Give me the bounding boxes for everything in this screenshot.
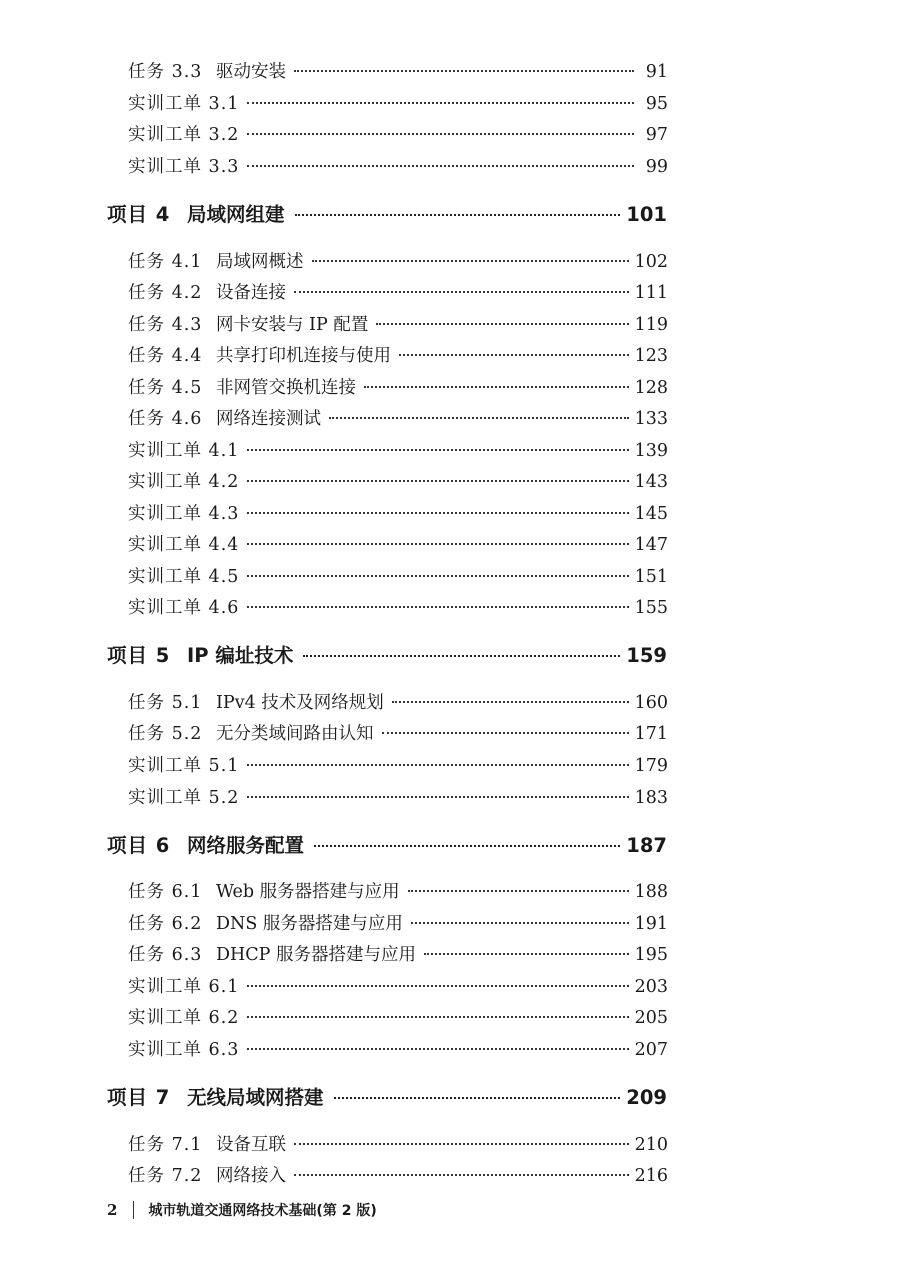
dot-leader — [247, 763, 628, 766]
dot-leader — [294, 1142, 629, 1145]
entry-title: 局域网概述 — [216, 252, 304, 272]
toc-entry[interactable] — [128, 973, 668, 997]
entry-number: 实训工单 4.4 — [128, 535, 240, 555]
entry-page: 123 — [634, 346, 668, 366]
toc-entry[interactable] — [128, 531, 668, 555]
project-number: 项目 5 — [107, 644, 171, 667]
dot-leader — [334, 1096, 621, 1099]
entry-title: 无分类域间路由认知 — [216, 724, 374, 744]
entry-page: 95 — [645, 94, 668, 114]
entry-page: 188 — [634, 882, 668, 902]
entry-title: DHCP 服务器搭建与应用 — [216, 945, 417, 965]
entry-page: 216 — [634, 1166, 668, 1186]
toc-entry[interactable] — [128, 1036, 668, 1060]
dot-leader — [294, 69, 634, 72]
entry-number: 实训工单 3.1 — [128, 94, 240, 114]
entry-page: 133 — [634, 409, 668, 429]
entry-number: 实训工单 3.3 — [128, 157, 240, 177]
entry-page: 111 — [634, 283, 668, 303]
dot-leader — [247, 574, 628, 577]
entry-title: 网卡安装与 IP 配置 — [216, 315, 369, 335]
entry-title: 非网管交换机连接 — [216, 378, 356, 398]
toc-entry[interactable] — [128, 784, 668, 808]
entry-number: 任务 6.1 — [128, 882, 203, 902]
dot-leader — [382, 731, 629, 734]
entry-page: 205 — [634, 1008, 668, 1028]
dot-leader — [329, 416, 629, 419]
dot-leader — [247, 1047, 628, 1050]
dot-leader — [247, 448, 628, 451]
entry-page: 145 — [634, 504, 668, 524]
entry-number: 任务 4.1 — [128, 252, 203, 272]
toc-entry[interactable] — [128, 153, 668, 177]
entry-page: 207 — [634, 1040, 668, 1060]
entry-title: DNS 服务器搭建与应用 — [216, 914, 403, 934]
toc-entry[interactable] — [128, 563, 668, 587]
dot-leader — [247, 984, 628, 987]
entry-number: 实训工单 6.3 — [128, 1040, 240, 1060]
entry-title: 网络接入 — [216, 1166, 286, 1186]
toc-entry[interactable] — [128, 468, 668, 492]
toc-project-entry[interactable] — [107, 199, 667, 227]
page-footer — [107, 1200, 377, 1220]
entry-page: 99 — [645, 157, 668, 177]
entry-number: 实训工单 4.3 — [128, 504, 240, 524]
dot-leader — [399, 353, 629, 356]
entry-title: Web 服务器搭建与应用 — [216, 882, 400, 902]
toc-entry[interactable] — [128, 594, 668, 618]
book-title: 城市轨道交通网络技术基础(第 2 版) — [148, 1203, 377, 1219]
entry-page: 151 — [634, 567, 668, 587]
entry-page: 171 — [634, 724, 668, 744]
entry-number: 实训工单 6.2 — [128, 1008, 240, 1028]
entry-title: 网络连接测试 — [216, 409, 321, 429]
entry-title: 设备连接 — [216, 283, 286, 303]
project-page: 101 — [626, 203, 667, 226]
entry-page: 160 — [634, 693, 668, 713]
entry-number: 任务 4.6 — [128, 409, 203, 429]
entry-page: 128 — [634, 378, 668, 398]
entry-number: 任务 6.3 — [128, 945, 203, 965]
dot-leader — [247, 542, 628, 545]
project-number: 项目 7 — [107, 1086, 171, 1109]
entry-number: 实训工单 4.6 — [128, 598, 240, 618]
toc-entry[interactable] — [128, 90, 668, 114]
entry-number: 实训工单 5.1 — [128, 756, 240, 776]
entry-title: 设备互联 — [216, 1135, 286, 1155]
entry-page: 143 — [634, 472, 668, 492]
dot-leader — [247, 164, 634, 167]
dot-leader — [314, 844, 620, 847]
toc-entry[interactable] — [128, 374, 668, 398]
toc-project-entry[interactable] — [107, 640, 667, 668]
entry-number: 任务 4.5 — [128, 378, 203, 398]
dot-leader — [247, 101, 634, 104]
project-title: 网络服务配置 — [187, 834, 305, 857]
toc-entry[interactable] — [128, 689, 668, 713]
entry-number: 实训工单 3.2 — [128, 125, 240, 145]
entry-number: 任务 7.2 — [128, 1166, 203, 1186]
footer-divider — [133, 1201, 134, 1219]
entry-page: 139 — [634, 441, 668, 461]
dot-leader — [247, 1015, 628, 1018]
toc-entry[interactable] — [128, 279, 668, 303]
toc-entry[interactable] — [128, 121, 668, 145]
toc-entry[interactable] — [128, 752, 668, 776]
dot-leader — [295, 213, 621, 216]
entry-page: 91 — [645, 62, 668, 82]
toc-entry[interactable] — [128, 878, 668, 902]
entry-page: 191 — [634, 914, 668, 934]
toc-entry[interactable] — [128, 342, 668, 366]
dot-leader — [424, 952, 629, 955]
entry-number: 任务 6.2 — [128, 914, 203, 934]
project-number: 项目 6 — [107, 834, 171, 857]
toc-entry[interactable] — [128, 1131, 668, 1155]
toc-entry[interactable] — [128, 1004, 668, 1028]
dot-leader — [247, 795, 628, 798]
entry-number: 任务 4.4 — [128, 346, 203, 366]
toc-entry[interactable] — [128, 720, 668, 744]
entry-page: 147 — [634, 535, 668, 555]
entry-page: 179 — [634, 756, 668, 776]
entry-number: 实训工单 4.1 — [128, 441, 240, 461]
toc-entry[interactable] — [128, 1162, 668, 1186]
dot-leader — [247, 479, 628, 482]
dot-leader — [294, 1173, 629, 1176]
toc-entry[interactable] — [128, 248, 668, 272]
toc-entry[interactable] — [128, 437, 668, 461]
toc-entry[interactable] — [128, 941, 668, 965]
entry-number: 任务 5.2 — [128, 724, 203, 744]
dot-leader — [247, 605, 628, 608]
toc-entry[interactable] — [128, 311, 668, 335]
entry-page: 102 — [634, 252, 668, 272]
dot-leader — [408, 889, 629, 892]
toc-entry[interactable] — [128, 910, 668, 934]
entry-number: 实训工单 4.2 — [128, 472, 240, 492]
dot-leader — [392, 700, 629, 703]
project-title: IP 编址技术 — [187, 644, 294, 667]
dot-leader — [247, 132, 634, 135]
dot-leader — [376, 322, 628, 325]
dot-leader — [294, 290, 629, 293]
project-title: 无线局域网搭建 — [187, 1086, 324, 1109]
toc-entry[interactable] — [128, 405, 668, 429]
entry-page: 155 — [634, 598, 668, 618]
dot-leader — [247, 511, 628, 514]
entry-title: 驱动安装 — [216, 62, 286, 82]
dot-leader — [303, 654, 620, 657]
toc-entry[interactable] — [128, 500, 668, 524]
entry-number: 实训工单 5.2 — [128, 788, 240, 808]
project-page: 159 — [626, 644, 667, 667]
entry-title: 共享打印机连接与使用 — [216, 346, 391, 366]
entry-page: 195 — [634, 945, 668, 965]
page-number: 2 — [107, 1201, 118, 1219]
toc-project-entry[interactable] — [107, 1082, 667, 1110]
entry-page: 203 — [634, 977, 668, 997]
entry-page: 183 — [634, 788, 668, 808]
toc-entry[interactable] — [128, 58, 668, 82]
entry-number: 任务 3.3 — [128, 62, 203, 82]
dot-leader — [312, 259, 629, 262]
dot-leader — [364, 385, 629, 388]
entry-number: 任务 5.1 — [128, 693, 203, 713]
entry-number: 任务 7.1 — [128, 1135, 203, 1155]
project-page: 187 — [626, 834, 667, 857]
toc-project-entry[interactable] — [107, 830, 667, 858]
project-page: 209 — [626, 1086, 667, 1109]
entry-title: IPv4 技术及网络规划 — [216, 693, 384, 713]
entry-number: 实训工单 6.1 — [128, 977, 240, 997]
entry-number: 实训工单 4.5 — [128, 567, 240, 587]
dot-leader — [411, 921, 629, 924]
entry-page: 210 — [634, 1135, 668, 1155]
entry-page: 119 — [634, 315, 668, 335]
project-number: 项目 4 — [107, 203, 171, 226]
entry-page: 97 — [645, 125, 668, 145]
entry-number: 任务 4.2 — [128, 283, 203, 303]
entry-number: 任务 4.3 — [128, 315, 203, 335]
project-title: 局域网组建 — [187, 203, 285, 226]
